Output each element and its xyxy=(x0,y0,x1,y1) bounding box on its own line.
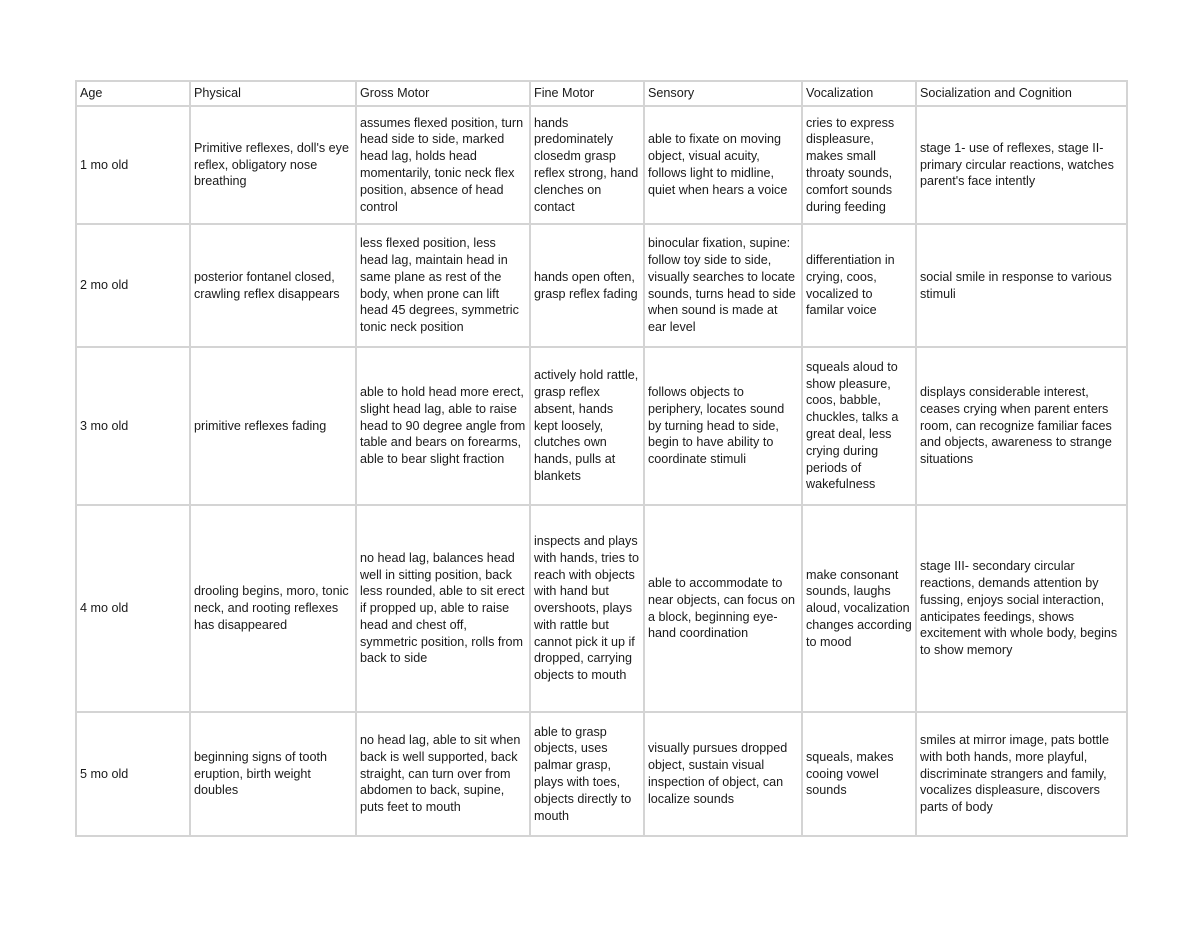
cell-physical: drooling begins, moro, tonic neck, and rooting reflexes has disappeared xyxy=(190,505,356,712)
cell-age: 4 mo old xyxy=(76,505,190,712)
cell-sensory: binocular fixation, supine: follow toy side to side, visually searches to locate sounds, turns head to side when sound is made at ear level xyxy=(644,224,802,347)
cell-sensory: follows objects to periphery, locates sound by turning head to side, begin to have ability to coordinate stimuli xyxy=(644,347,802,505)
cell-age: 1 mo old xyxy=(76,106,190,224)
cell-sensory: able to accommodate to near objects, can focus on a block, beginning eye-hand coordination xyxy=(644,505,802,712)
cell-physical: Primitive reflexes, doll's eye reflex, obligatory nose breathing xyxy=(190,106,356,224)
cell-age: 3 mo old xyxy=(76,347,190,505)
cell-socialization: social smile in response to various stimuli xyxy=(916,224,1127,347)
cell-age: 2 mo old xyxy=(76,224,190,347)
cell-vocalization: squeals, makes cooing vowel sounds xyxy=(802,712,916,836)
cell-physical: beginning signs of tooth eruption, birth weight doubles xyxy=(190,712,356,836)
cell-age: 5 mo old xyxy=(76,712,190,836)
header-vocalization: Vocalization xyxy=(802,81,916,106)
cell-fine-motor: hands open often, grasp reflex fading xyxy=(530,224,644,347)
cell-socialization: stage III- secondary circular reactions, demands attention by fussing, enjoys social interaction, anticipates feedings, shows excitement with whole body, begins to show memory xyxy=(916,505,1127,712)
cell-physical: posterior fontanel closed, crawling reflex disappears xyxy=(190,224,356,347)
cell-gross-motor: able to hold head more erect, slight head lag, able to raise head to 90 degree angle from table and bears on forearms, able to bear slight fraction xyxy=(356,347,530,505)
cell-socialization: stage 1- use of reflexes, stage II- primary circular reactions, watches parent's face intently xyxy=(916,106,1127,224)
cell-fine-motor: able to grasp objects, uses palmar grasp, plays with toes, objects directly to mouth xyxy=(530,712,644,836)
header-gross-motor: Gross Motor xyxy=(356,81,530,106)
cell-fine-motor: inspects and plays with hands, tries to reach with objects with hand but overshoots, plays with rattle but cannot pick it up if dropped, carrying objects to mouth xyxy=(530,505,644,712)
table-row xyxy=(76,224,1127,347)
header-age: Age xyxy=(76,81,190,106)
cell-vocalization: differentiation in crying, coos, vocalized to familar voice xyxy=(802,224,916,347)
cell-gross-motor: assumes flexed position, turn head side to side, marked head lag, holds head momentarily, tonic neck flex position, absence of head control xyxy=(356,106,530,224)
cell-physical: primitive reflexes fading xyxy=(190,347,356,505)
table-header-row xyxy=(76,81,1127,106)
cell-fine-motor: hands predominately closedm grasp reflex strong, hand clenches on contact xyxy=(530,106,644,224)
table-row xyxy=(76,712,1127,836)
header-fine-motor: Fine Motor xyxy=(530,81,644,106)
infant-development-table xyxy=(75,80,1128,837)
cell-vocalization: squeals aloud to show pleasure, coos, babble, chuckles, talks a great deal, less crying during periods of wakefulness xyxy=(802,347,916,505)
cell-sensory: visually pursues dropped object, sustain visual inspection of object, can localize sounds xyxy=(644,712,802,836)
cell-vocalization: make consonant sounds, laughs aloud, vocalization changes according to mood xyxy=(802,505,916,712)
cell-sensory: able to fixate on moving object, visual acuity, follows light to midline, quiet when hears a voice xyxy=(644,106,802,224)
table-row xyxy=(76,106,1127,224)
cell-vocalization: cries to express displeasure, makes small throaty sounds, comfort sounds during feeding xyxy=(802,106,916,224)
cell-socialization: displays considerable interest, ceases crying when parent enters room, can recognize familiar faces and objects, awareness to strange situations xyxy=(916,347,1127,505)
cell-gross-motor: no head lag, able to sit when back is well supported, back straight, can turn over from abdomen to back, supine, puts feet to mouth xyxy=(356,712,530,836)
header-sensory: Sensory xyxy=(644,81,802,106)
cell-fine-motor: actively hold rattle, grasp reflex absent, hands kept loosely, clutches own hands, pulls at blankets xyxy=(530,347,644,505)
cell-gross-motor: no head lag, balances head well in sitting position, back less rounded, able to sit erect if propped up, able to raise head and chest off, symmetric position, rolls from back to side xyxy=(356,505,530,712)
table-row xyxy=(76,505,1127,712)
table-row xyxy=(76,347,1127,505)
cell-gross-motor: less flexed position, less head lag, maintain head in same plane as rest of the body, when prone can lift head 45 degrees, symmetric tonic neck position xyxy=(356,224,530,347)
header-physical: Physical xyxy=(190,81,356,106)
cell-socialization: smiles at mirror image, pats bottle with both hands, more playful, discriminate strangers and family, vocalizes displeasure, discovers parts of body xyxy=(916,712,1127,836)
header-socialization: Socialization and Cognition xyxy=(916,81,1127,106)
